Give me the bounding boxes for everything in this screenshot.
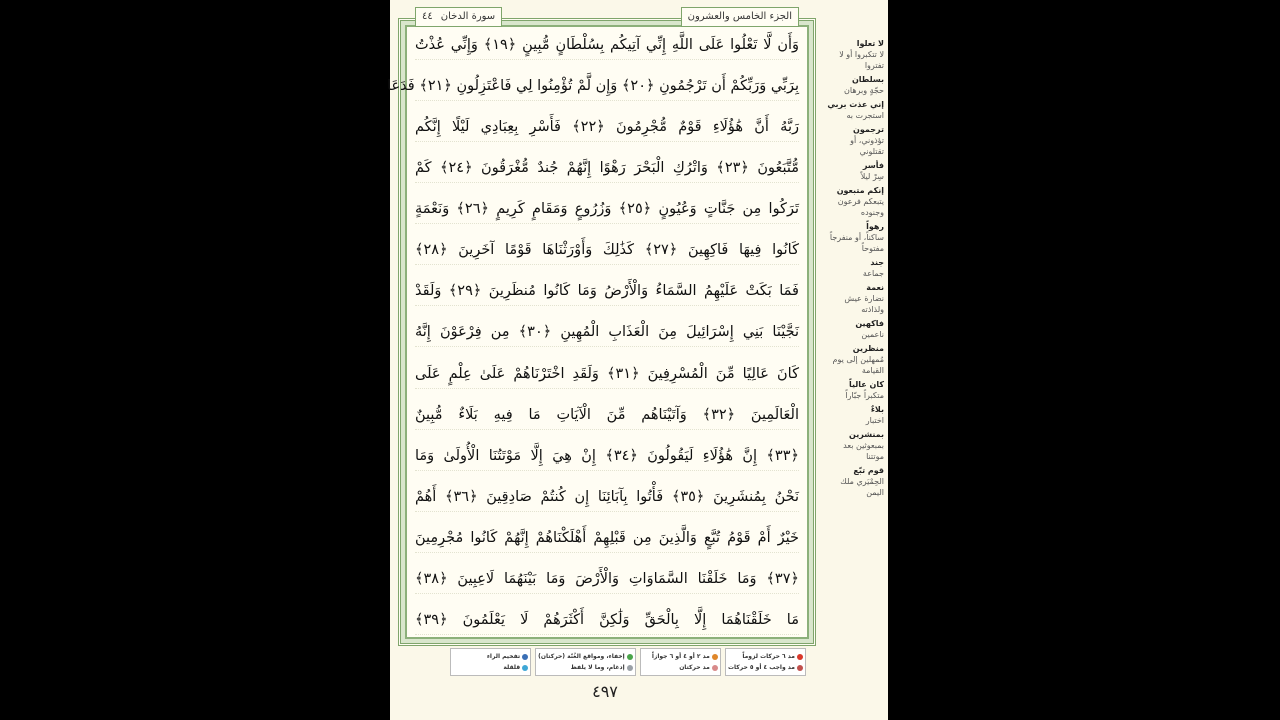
page-number: ٤٩٧ [592, 682, 618, 701]
glossary-definition: لا تتكبروا أو لا تفتروا [839, 50, 884, 70]
verse-line: كَانَ عَالِيًا مِّنَ الْمُسْرِفِينَ ﴿٣١﴾ وَلَقَدِ اخْتَرْنَاهُمْ عَلَىٰ عِلْمٍ عَلَى [415, 360, 799, 389]
glossary-definition: مُمهلين إلى يوم القيامة [832, 355, 884, 375]
glossary-definition: يتبعكم فرعون وجنوده [837, 197, 884, 217]
verse-line: بِرَبِّي وَرَبِّكُمْ أَن تَرْجُمُونِ ﴿٢٠﴾ وَإِن لَّمْ تُؤْمِنُوا لِي فَاعْتَزِلُونِ ﴿٢١﴾ فَدَعَا [415, 72, 799, 101]
glossary-term: إنكم متبعون [836, 186, 884, 195]
glossary-term: رهواً [866, 222, 884, 231]
verse-line: ﴿٣٧﴾ وَمَا خَلَقْنَا السَّمَاوَاتِ وَالْأَرْضَ وَمَا بَيْنَهُمَا لَاعِبِينَ ﴿٣٨﴾ [415, 565, 799, 594]
glossary-entry [824, 379, 884, 401]
legend-item: مد ٢ أو ٤ أو ٦ جوازاً [643, 651, 718, 662]
glossary-term: نعمة [866, 283, 884, 292]
glossary-definition: نضارة عيش ولذاذته [844, 294, 884, 314]
legend-item: إدغام، وما لا يلفظ [538, 662, 633, 673]
glossary-entry [824, 124, 884, 157]
glossary-definition: متكبراً جبّاراً [845, 391, 884, 400]
legend-item: قلقلة [453, 662, 528, 673]
glossary-entry [824, 99, 884, 121]
glossary-term: إني عذت بربي [827, 100, 884, 109]
mushaf-page [387, 0, 888, 720]
glossary-definition: حجّةٍ وبرهان [844, 86, 884, 95]
color-dot-icon [797, 654, 803, 660]
glossary-term: قوم تبّع [853, 466, 884, 475]
glossary-definition: تؤذوني، أو تقتلوني [850, 136, 884, 156]
verse-line: خَيْرٌ أَمْ قَوْمُ تُبَّعٍ وَالَّذِينَ مِن قَبْلِهِمْ أَهْلَكْنَاهُمْ إِنَّهُمْ كَانُوا مُجْرِمِينَ [415, 524, 799, 553]
legend-box [640, 648, 721, 676]
color-dot-icon [797, 665, 803, 671]
glossary-entry [824, 257, 884, 279]
color-dot-icon [627, 654, 633, 660]
glossary-term: فأسر [862, 161, 884, 170]
glossary-entry [824, 185, 884, 218]
verse-line: مُّتَّبَعُونَ ﴿٢٣﴾ وَاتْرُكِ الْبَحْرَ رَهْوًا إِنَّهُمْ جُندٌ مُّغْرَقُونَ ﴿٢٤﴾ كَمْ [415, 154, 799, 183]
legend-item: تفخيم الراء [453, 651, 528, 662]
surah-name: سورة الدخان [440, 11, 496, 22]
glossary-definition: سِرْ ليلاً [860, 172, 884, 181]
color-dot-icon [627, 665, 633, 671]
glossary-term: فاكهين [855, 319, 884, 328]
glossary-entry [824, 160, 884, 182]
legend-box [535, 648, 636, 676]
glossary-entry [824, 343, 884, 376]
juz-label: الجزء الخامس والعشرون [681, 7, 799, 27]
verse-line: الْعَالَمِينَ ﴿٣٢﴾ وَآتَيْنَاهُم مِّنَ الْآيَاتِ مَا فِيهِ بَلَاءٌ مُّبِينٌ [415, 401, 799, 430]
page-header [415, 7, 799, 27]
legend-box [725, 648, 806, 676]
page-frame [387, 11, 816, 646]
verse-line: رَبَّهُ أَنَّ هَٰؤُلَاءِ قَوْمٌ مُّجْرِمُونَ ﴿٢٢﴾ فَأَسْرِ بِعِبَادِي لَيْلًا إِنَّكُم [415, 113, 799, 142]
legend-box [450, 648, 531, 676]
color-dot-icon [522, 665, 528, 671]
glossary-entry [824, 221, 884, 254]
verse-line: فَمَا بَكَتْ عَلَيْهِمُ السَّمَاءُ وَالْأَرْضُ وَمَا كَانُوا مُنظَرِينَ ﴿٢٩﴾ وَلَقَدْ [415, 277, 799, 306]
glossary-term: كان عالياً [848, 380, 884, 389]
color-dot-icon [712, 665, 718, 671]
tajweed-legend [450, 648, 806, 676]
glossary-entry [824, 429, 884, 462]
glossary-term: بمنشرين [849, 430, 884, 439]
verse-line: كَانُوا فِيهَا فَاكِهِينَ ﴿٢٧﴾ كَذَٰلِكَ وَأَوْرَثْنَاهَا قَوْمًا آخَرِينَ ﴿٢٨﴾ [415, 236, 799, 265]
surah-label [415, 7, 502, 27]
verse-line: نَجَّيْنَا بَنِي إِسْرَائِيلَ مِنَ الْعَذَابِ الْمُهِينِ ﴿٣٠﴾ مِن فِرْعَوْنَ إِنَّهُ [415, 318, 799, 347]
verse-lines [387, 31, 800, 635]
legend-item: مد حركتان [643, 662, 718, 673]
glossary-sidebar [824, 38, 884, 501]
legend-item: مد ٦ حركات لزوماً [728, 651, 803, 662]
verse-line: تَرَكُوا مِن جَنَّاتٍ وَعُيُونٍ ﴿٢٥﴾ وَزُرُوعٍ وَمَقَامٍ كَرِيمٍ ﴿٢٦﴾ وَنَعْمَةٍ [415, 195, 799, 224]
color-dot-icon [712, 654, 718, 660]
glossary-term: منظرين [852, 344, 884, 353]
surah-number: ٤٤ [422, 11, 433, 22]
glossary-term: ترجمون [853, 125, 884, 134]
glossary-entry [824, 404, 884, 426]
glossary-definition: جماعة [862, 269, 884, 278]
glossary-definition: استجرت به [846, 111, 884, 120]
verse-line: مَا خَلَقْنَاهُمَا إِلَّا بِالْحَقِّ وَلَٰكِنَّ أَكْثَرَهُمْ لَا يَعْلَمُونَ ﴿٣٩﴾ [415, 606, 799, 635]
glossary-definition: الحِمْيَري ملك اليمن [840, 477, 884, 497]
glossary-definition: ساكناً، أو منفرجاً مفتوحاً [829, 233, 884, 253]
verse-line: ﴿٣٣﴾ إِنَّ هَٰؤُلَاءِ لَيَقُولُونَ ﴿٣٤﴾ إِنْ هِيَ إِلَّا مَوْتَتُنَا الْأُولَىٰ وَمَا [415, 442, 799, 471]
glossary-entry [824, 74, 884, 96]
verse-line: وَأَن لَّا تَعْلُوا عَلَى اللَّهِ إِنِّي آتِيكُم بِسُلْطَانٍ مُّبِينٍ ﴿١٩﴾ وَإِنِّي عُذْتُ [415, 31, 799, 60]
glossary-entry [824, 282, 884, 315]
legend-item: مد واجب ٤ أو ٥ حركات [728, 662, 803, 673]
legend-item: إخفاء، ومواقع الغُنّة (حركتان) [538, 651, 633, 662]
glossary-term: بلاءٌ [870, 405, 884, 414]
glossary-entry [824, 465, 884, 498]
verse-line: نَحْنُ بِمُنشَرِينَ ﴿٣٥﴾ فَأْتُوا بِآبَائِنَا إِن كُنتُمْ صَادِقِينَ ﴿٣٦﴾ أَهُمْ [415, 483, 799, 512]
glossary-entry [824, 38, 884, 71]
glossary-entry [824, 318, 884, 340]
glossary-term: لا تعلوا [856, 39, 884, 48]
glossary-term: بسلطان [851, 75, 884, 84]
color-dot-icon [522, 654, 528, 660]
glossary-definition: اختبار [865, 416, 884, 425]
glossary-definition: ناعمين [861, 330, 884, 339]
glossary-term: جند [870, 258, 884, 267]
glossary-definition: بمبعوثين بعد موتتنا [843, 441, 884, 461]
